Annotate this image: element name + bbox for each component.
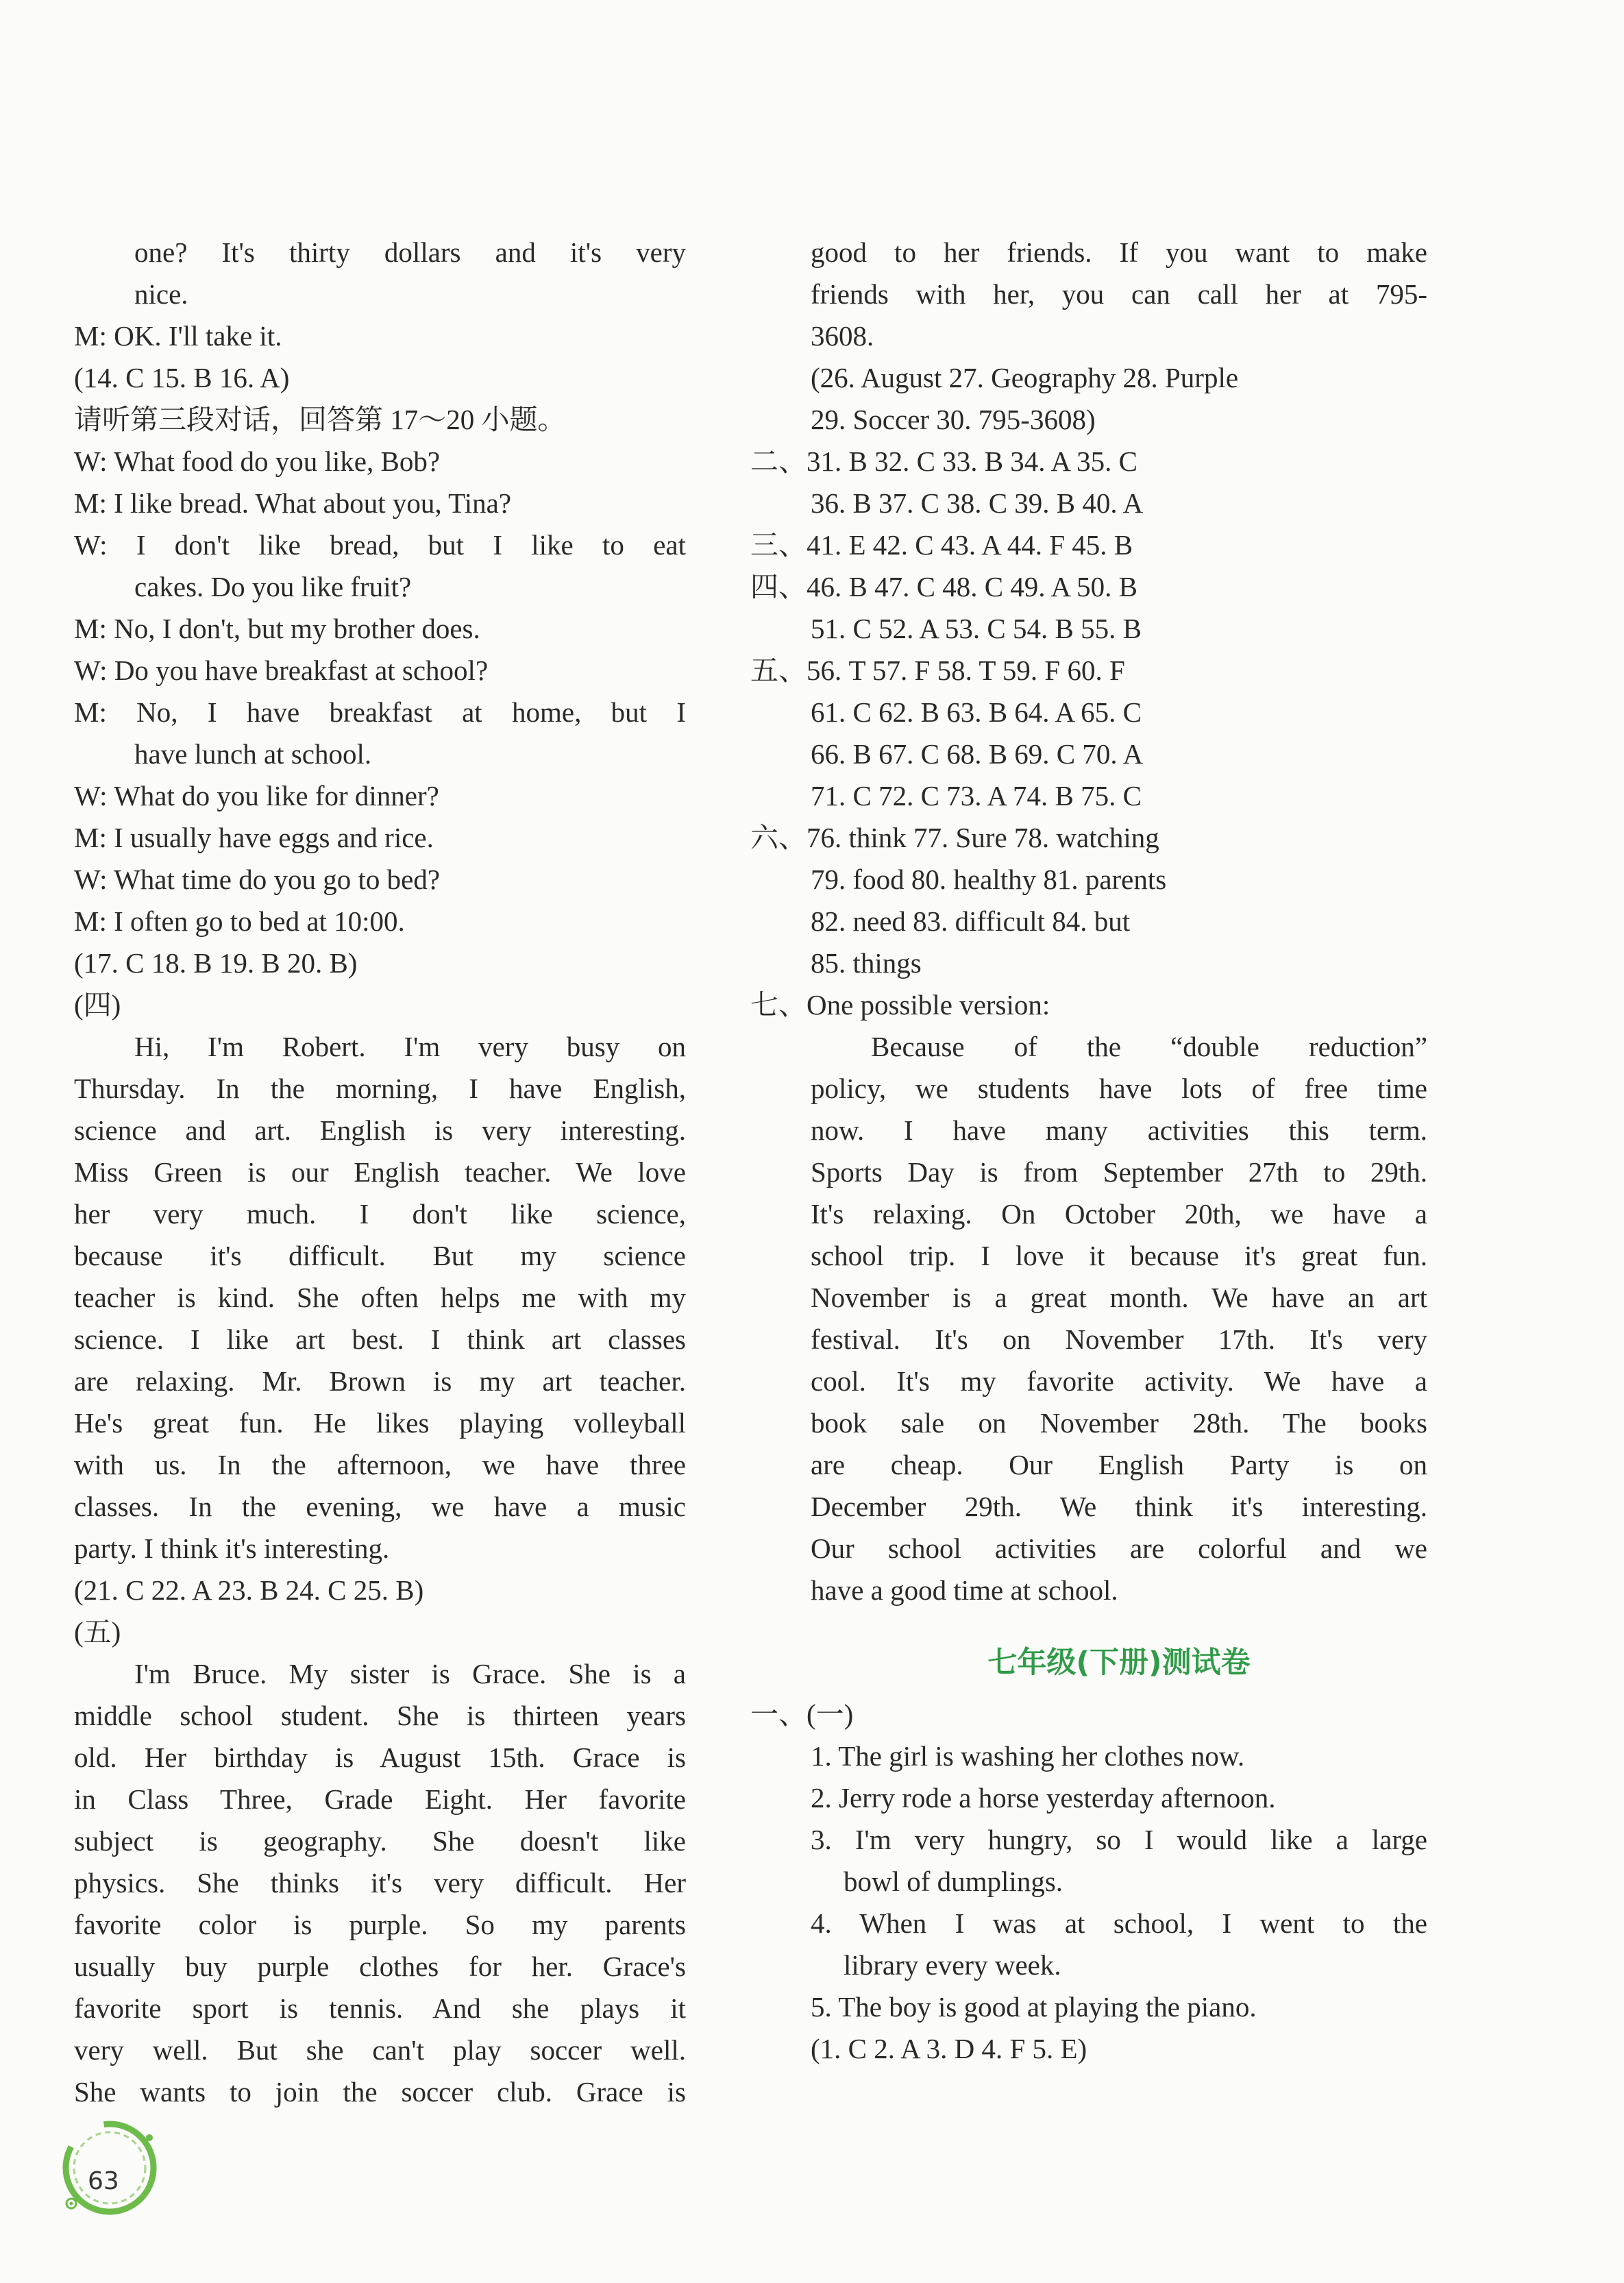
answer-key: 六、76. think 77. Sure 78. watching [750, 822, 1159, 853]
right-column [750, 232, 1427, 2070]
text-line: one? It's thirty dollars and it's very [134, 236, 686, 268]
text-line: It's relaxing. On October 20th, we have a [811, 1198, 1427, 1230]
dialogue-line: W: What time do you go to bed? [74, 864, 441, 895]
section-label: 七、One possible version: [750, 989, 1050, 1021]
section-label: (五) [74, 1616, 121, 1648]
section-heading: 七年级(下册)测试卷 [987, 1646, 1251, 1680]
answer-key: 61. C 62. B 63. B 64. A 65. C [811, 696, 1142, 728]
text-line: Sports Day is from September 27th to 29th. [811, 1156, 1427, 1188]
dialogue-line: M: OK. I'll take it. [74, 320, 282, 352]
question-line: 4. When I was at school, I went to the [811, 1907, 1427, 1939]
question-line: 1. The girl is washing her clothes now. [811, 1740, 1245, 1772]
text-line: Miss Green is our English teacher. We love [74, 1156, 686, 1188]
text-line: I'm Bruce. My sister is Grace. She is a [134, 1658, 686, 1689]
dialogue-line: W: What do you like for dinner? [74, 780, 439, 811]
question-line: bowl of dumplings. [844, 1866, 1063, 1897]
text-line: very well. But she can't play soccer well. [74, 2034, 686, 2066]
text-line: middle school student. She is thirteen years [74, 1700, 686, 1731]
text-line: She wants to join the soccer club. Grace is [74, 2076, 686, 2108]
left-column [74, 232, 686, 2113]
passage-four [74, 1026, 686, 1570]
text-line: Our school activities are colorful and we [811, 1533, 1427, 1564]
passage-five [74, 1653, 686, 2113]
sample-essay [811, 1026, 1427, 1611]
section-label: 一、(一) [750, 1698, 854, 1730]
text-line: science and art. English is very interesting. [74, 1114, 686, 1146]
text-line: are relaxing. Mr. Brown is my art teacher. [74, 1365, 686, 1397]
dialogue-line: cakes. Do you like fruit? [134, 571, 412, 602]
text-line: because it's difficult. But my science [74, 1240, 686, 1271]
text-line: physics. She thinks it's very difficult. Her [74, 1867, 686, 1899]
dialogue-line: M: No, I don't, but my brother does. [74, 613, 480, 644]
answer-key: (21. C 22. A 23. B 24. C 25. B) [74, 1574, 424, 1606]
text-line: He's great fun. He likes playing volleyball [74, 1407, 686, 1439]
answer-key: (1. C 2. A 3. D 4. F 5. E) [811, 2033, 1087, 2064]
question-line: 3. I'm very hungry, so I would like a large [811, 1824, 1427, 1855]
answer-key: 82. need 83. difficult 84. but [811, 905, 1131, 937]
text-line: Because of the “double reduction” [871, 1031, 1427, 1062]
text-line: November is a great month. We have an art [811, 1282, 1427, 1313]
dialogue-line: W: Do you have breakfast at school? [74, 655, 489, 686]
text-line: festival. It's on November 17th. It's very [811, 1323, 1427, 1355]
text-line: science. I like art best. I think art classes [74, 1323, 686, 1355]
answer-key: 79. food 80. healthy 81. parents [811, 864, 1167, 895]
text-line: school trip. I love it because it's great fun. [811, 1240, 1427, 1271]
text-line: teacher is kind. She often helps me with my [74, 1282, 686, 1313]
text-line: subject is geography. She doesn't like [74, 1825, 686, 1857]
answer-key: 66. B 67. C 68. B 69. C 70. A [811, 738, 1144, 770]
dialogue-line: M: I like bread. What about you, Tina? [74, 487, 512, 519]
question-line: library every week. [844, 1949, 1061, 1981]
text-line: Thursday. In the morning, I have English, [74, 1073, 686, 1104]
text-line: her very much. I don't like science, [74, 1198, 686, 1230]
text-line: usually buy purple clothes for her. Grace's [74, 1951, 686, 1982]
answer-key: 85. things [811, 947, 922, 979]
text-line: now. I have many activities this term. [811, 1114, 1427, 1146]
section-label: (四) [74, 989, 121, 1021]
answer-key: (14. C 15. B 16. A) [74, 362, 290, 393]
question-line: 5. The boy is good at playing the piano. [811, 1991, 1257, 2023]
text-line: policy, we students have lots of free time [811, 1073, 1427, 1104]
dialogue-line: M: No, I have breakfast at home, but I [74, 696, 686, 728]
page-number: 63 [88, 2167, 119, 2195]
text-line: with us. In the afternoon, we have three [74, 1449, 686, 1480]
text-line: friends with her, you can call her at 795- [811, 278, 1427, 310]
answer-key: 五、56. T 57. F 58. T 59. F 60. F [750, 655, 1125, 686]
text-line: classes. In the evening, we have a music [74, 1491, 686, 1522]
dialogue-line: W: I don't like bread, but I like to eat [74, 529, 686, 561]
answer-key: 29. Soccer 30. 795-3608) [811, 404, 1096, 435]
text-line: are cheap. Our English Party is on [811, 1449, 1427, 1480]
answer-key: 51. C 52. A 53. C 54. B 55. B [811, 613, 1142, 644]
text-line: cool. It's my favorite activity. We have a [811, 1365, 1427, 1397]
question-line: 2. Jerry rode a horse yesterday afternoon. [811, 1782, 1276, 1814]
text-line: Hi, I'm Robert. I'm very busy on [134, 1031, 686, 1062]
text-line: good to her friends. If you want to make [811, 236, 1427, 268]
text-line: favorite color is purple. So my parents [74, 1909, 686, 1940]
instruction: 请听第三段对话，回答第 17～20 小题。 [74, 404, 566, 435]
text-line: old. Her birthday is August 15th. Grace is [74, 1742, 686, 1773]
answer-key: 36. B 37. C 38. C 39. B 40. A [811, 487, 1144, 519]
dialogue-line: M: I often go to bed at 10:00. [74, 905, 405, 937]
answer-key: 四、46. B 47. C 48. C 49. A 50. B [750, 571, 1137, 602]
text-line: December 29th. We think it's interesting. [811, 1491, 1427, 1522]
answer-key: (17. C 18. B 19. B 20. B) [74, 947, 358, 979]
text-line: 3608. [811, 320, 874, 352]
text-line: party. I think it's interesting. [74, 1533, 390, 1564]
text-line: book sale on November 28th. The books [811, 1407, 1427, 1439]
dialogue-line: M: I usually have eggs and rice. [74, 822, 434, 853]
text-line: in Class Three, Grade Eight. Her favorite [74, 1783, 686, 1815]
dialogue-line: W: What food do you like, Bob? [74, 445, 441, 477]
text-line: favorite sport is tennis. And she plays it [74, 1992, 686, 2024]
answer-key: 二、31. B 32. C 33. B 34. A 35. C [750, 445, 1137, 477]
dialogue-line: have lunch at school. [134, 738, 372, 770]
answer-key: (26. August 27. Geography 28. Purple [811, 362, 1239, 393]
text-line: nice. [134, 278, 188, 310]
answer-key: 三、41. E 42. C 43. A 44. F 45. B [750, 529, 1133, 561]
answer-key: 71. C 72. C 73. A 74. B 75. C [811, 780, 1142, 811]
text-line: have a good time at school. [811, 1574, 1118, 1606]
